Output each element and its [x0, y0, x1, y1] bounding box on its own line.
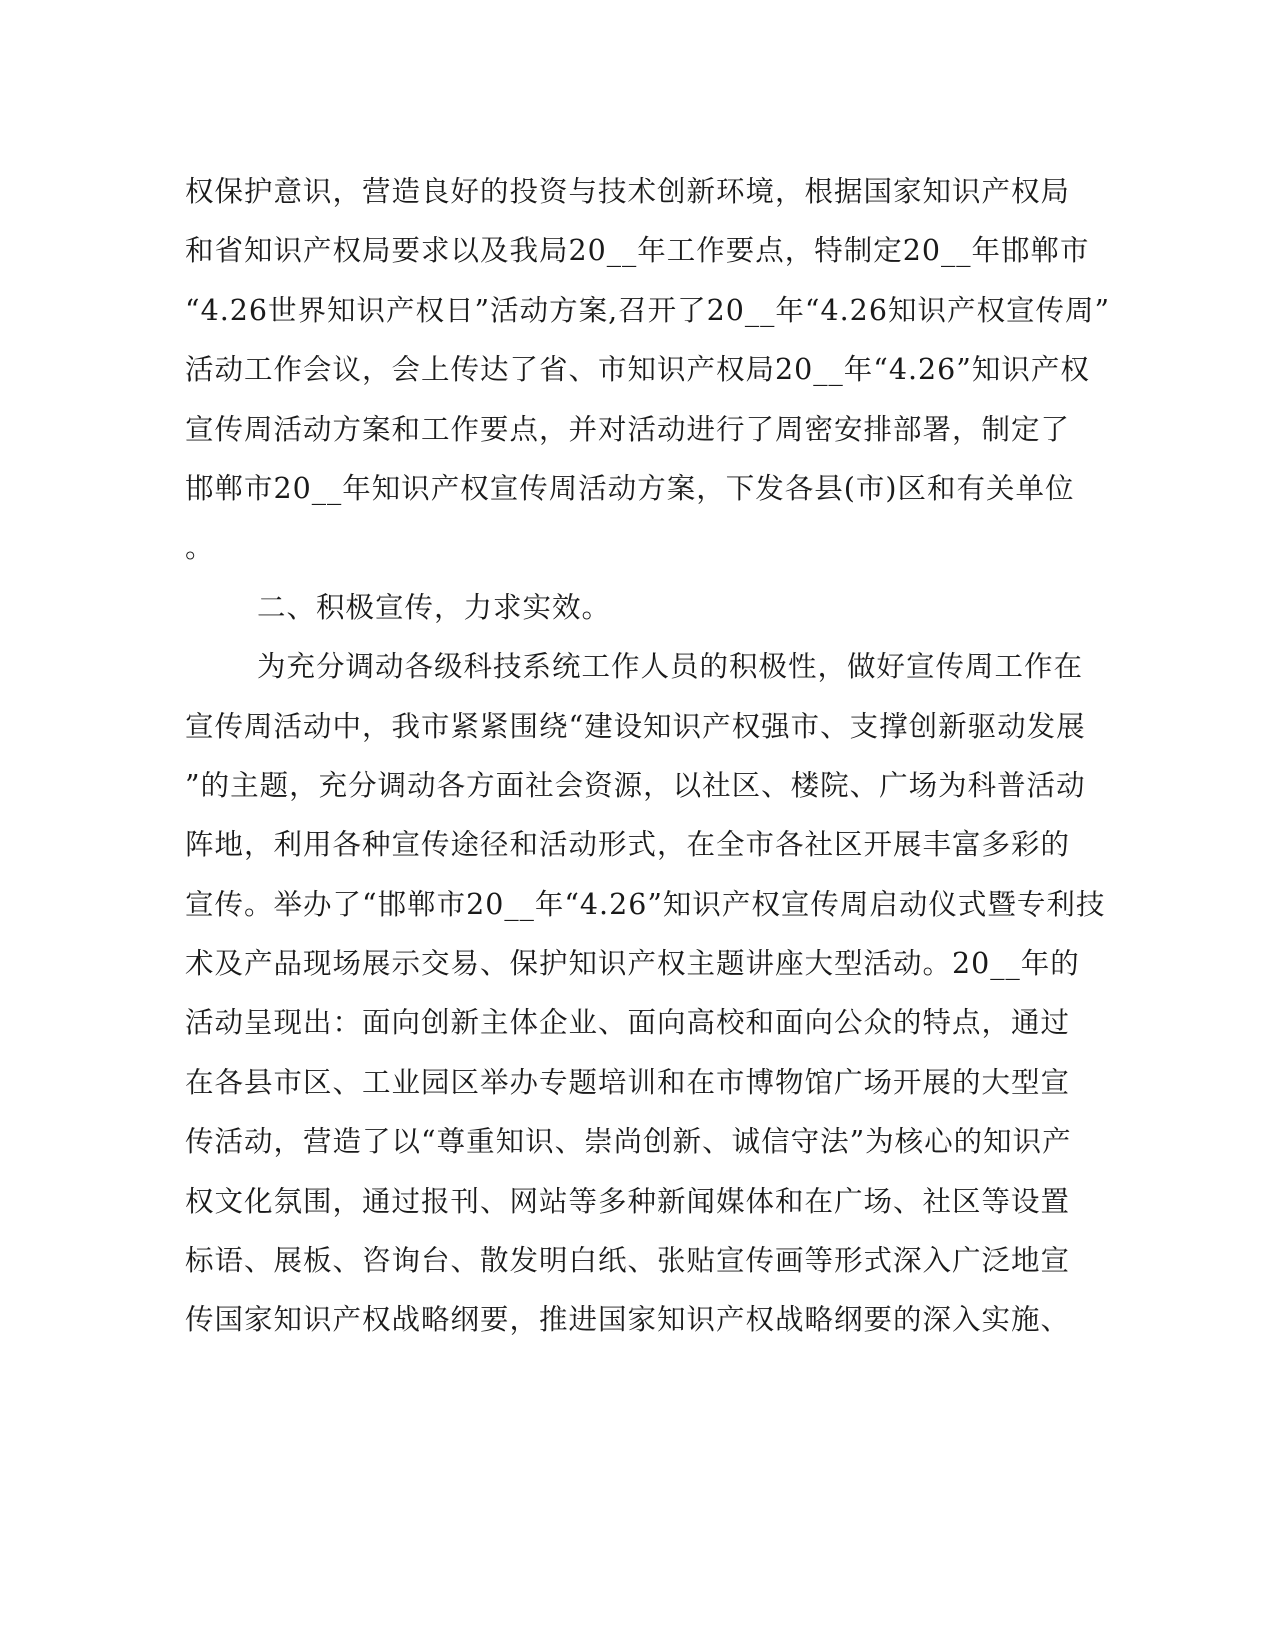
text-line: 宣传周活动中，我市紧紧围绕“建设知识产权强市、支撑创新驱动发展 — [185, 709, 1086, 743]
body-text — [185, 162, 1111, 1350]
text-line: 宣传。举办了“邯郸市20__年“4.26”知识产权宣传周启动仪式暨专利技 — [185, 887, 1106, 921]
text-line: 传国家知识产权战略纲要，推进国家知识产权战略纲要的深入实施、 — [185, 1303, 1071, 1337]
text-line: 权保护意识，营造良好的投资与技术创新环境，根据国家知识产权局 — [185, 175, 1071, 208]
text-line: 标语、展板、咨询台、散发明白纸、张贴宣传画等形式深入广泛地宣 — [185, 1244, 1071, 1278]
text-line: 传活动，营造了以“尊重知识、崇尚创新、诚信守法”为核心的知识产 — [185, 1125, 1072, 1159]
text-line: ”的主题，充分调动各方面社会资源，以社区、楼院、广场为科普活动 — [185, 768, 1086, 802]
text-line: 术及产品现场展示交易、保护知识产权主题讲座大型活动。20__年的 — [185, 947, 1080, 981]
text-line: 活动呈现出：面向创新主体企业、面向高校和面向公众的特点，通过 — [185, 1006, 1071, 1040]
text-line: 阵地，利用各种宣传途径和活动形式，在全市各社区开展丰富多彩的 — [185, 828, 1071, 862]
text-line: 权文化氛围，通过报刊、网站等多种新闻媒体和在广场、社区等设置 — [185, 1184, 1071, 1218]
text-line: 在各县市区、工业园区举办专题培训和在市博物馆广场开展的大型宣 — [185, 1065, 1071, 1099]
text-line: 。 — [185, 531, 215, 565]
text-line: “4.26世界知识产权日”活动方案,召开了20__年“4.26知识产权宣传周” — [185, 293, 1111, 327]
text-line: 为充分调动各级科技系统工作人员的积极性，做好宣传周工作在 — [257, 650, 1084, 684]
text-line: 宣传周活动方案和工作要点，并对活动进行了周密安排部署，制定了 — [185, 412, 1071, 446]
text-line: 邯郸市20__年知识产权宣传周活动方案，下发各县(市)区和有关单位 — [185, 471, 1075, 505]
text-line: 活动工作会议，会上传达了省、市知识产权局20__年“4.26”知识产权 — [185, 353, 1090, 387]
text-line: 和省知识产权局要求以及我局20__年工作要点，特制定20__年邯郸市 — [185, 234, 1090, 268]
section-heading: 二、积极宣传，力求实效。 — [257, 590, 612, 624]
